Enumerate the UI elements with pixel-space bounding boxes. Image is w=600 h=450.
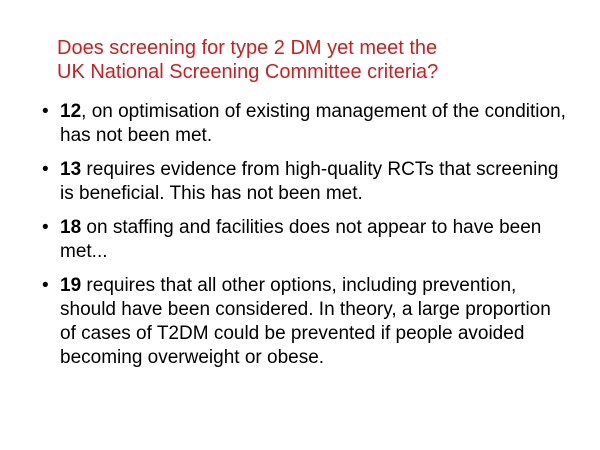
- bullet-item-18: [40, 216, 570, 264]
- slide-title: [57, 36, 557, 84]
- criterion-text: on staffing and facilities does not appear to have been met...: [60, 217, 542, 262]
- slide-title-line-2: UK National Screening Committee criteria?: [57, 61, 439, 83]
- bullet-dot-icon: •: [42, 101, 49, 122]
- bullet-item-13: [40, 158, 570, 206]
- criterion-number: 13: [60, 159, 82, 180]
- criterion-number: 18: [60, 217, 82, 238]
- bullet-list: [40, 100, 570, 380]
- criterion-number: 19: [60, 275, 82, 296]
- criterion-text: , on optimisation of existing management of the condition, has not been met.: [60, 101, 566, 146]
- slide-title-line-1: Does screening for type 2 DM yet meet the: [57, 37, 438, 59]
- criterion-text: requires that all other options, including prevention, should have been considered. In theory, a large proportion of cases of T2DM could be prevented if people avoided becoming overweight or obese.: [60, 275, 551, 368]
- criterion-text: requires evidence from high-quality RCTs that screening is beneficial. This has not been met.: [60, 159, 559, 204]
- bullet-dot-icon: •: [42, 159, 49, 180]
- bullet-dot-icon: •: [42, 217, 49, 238]
- bullet-item-12: [40, 100, 570, 148]
- bullet-item-19: [40, 274, 570, 370]
- bullet-dot-icon: •: [42, 275, 49, 296]
- criterion-number: 12: [60, 101, 82, 122]
